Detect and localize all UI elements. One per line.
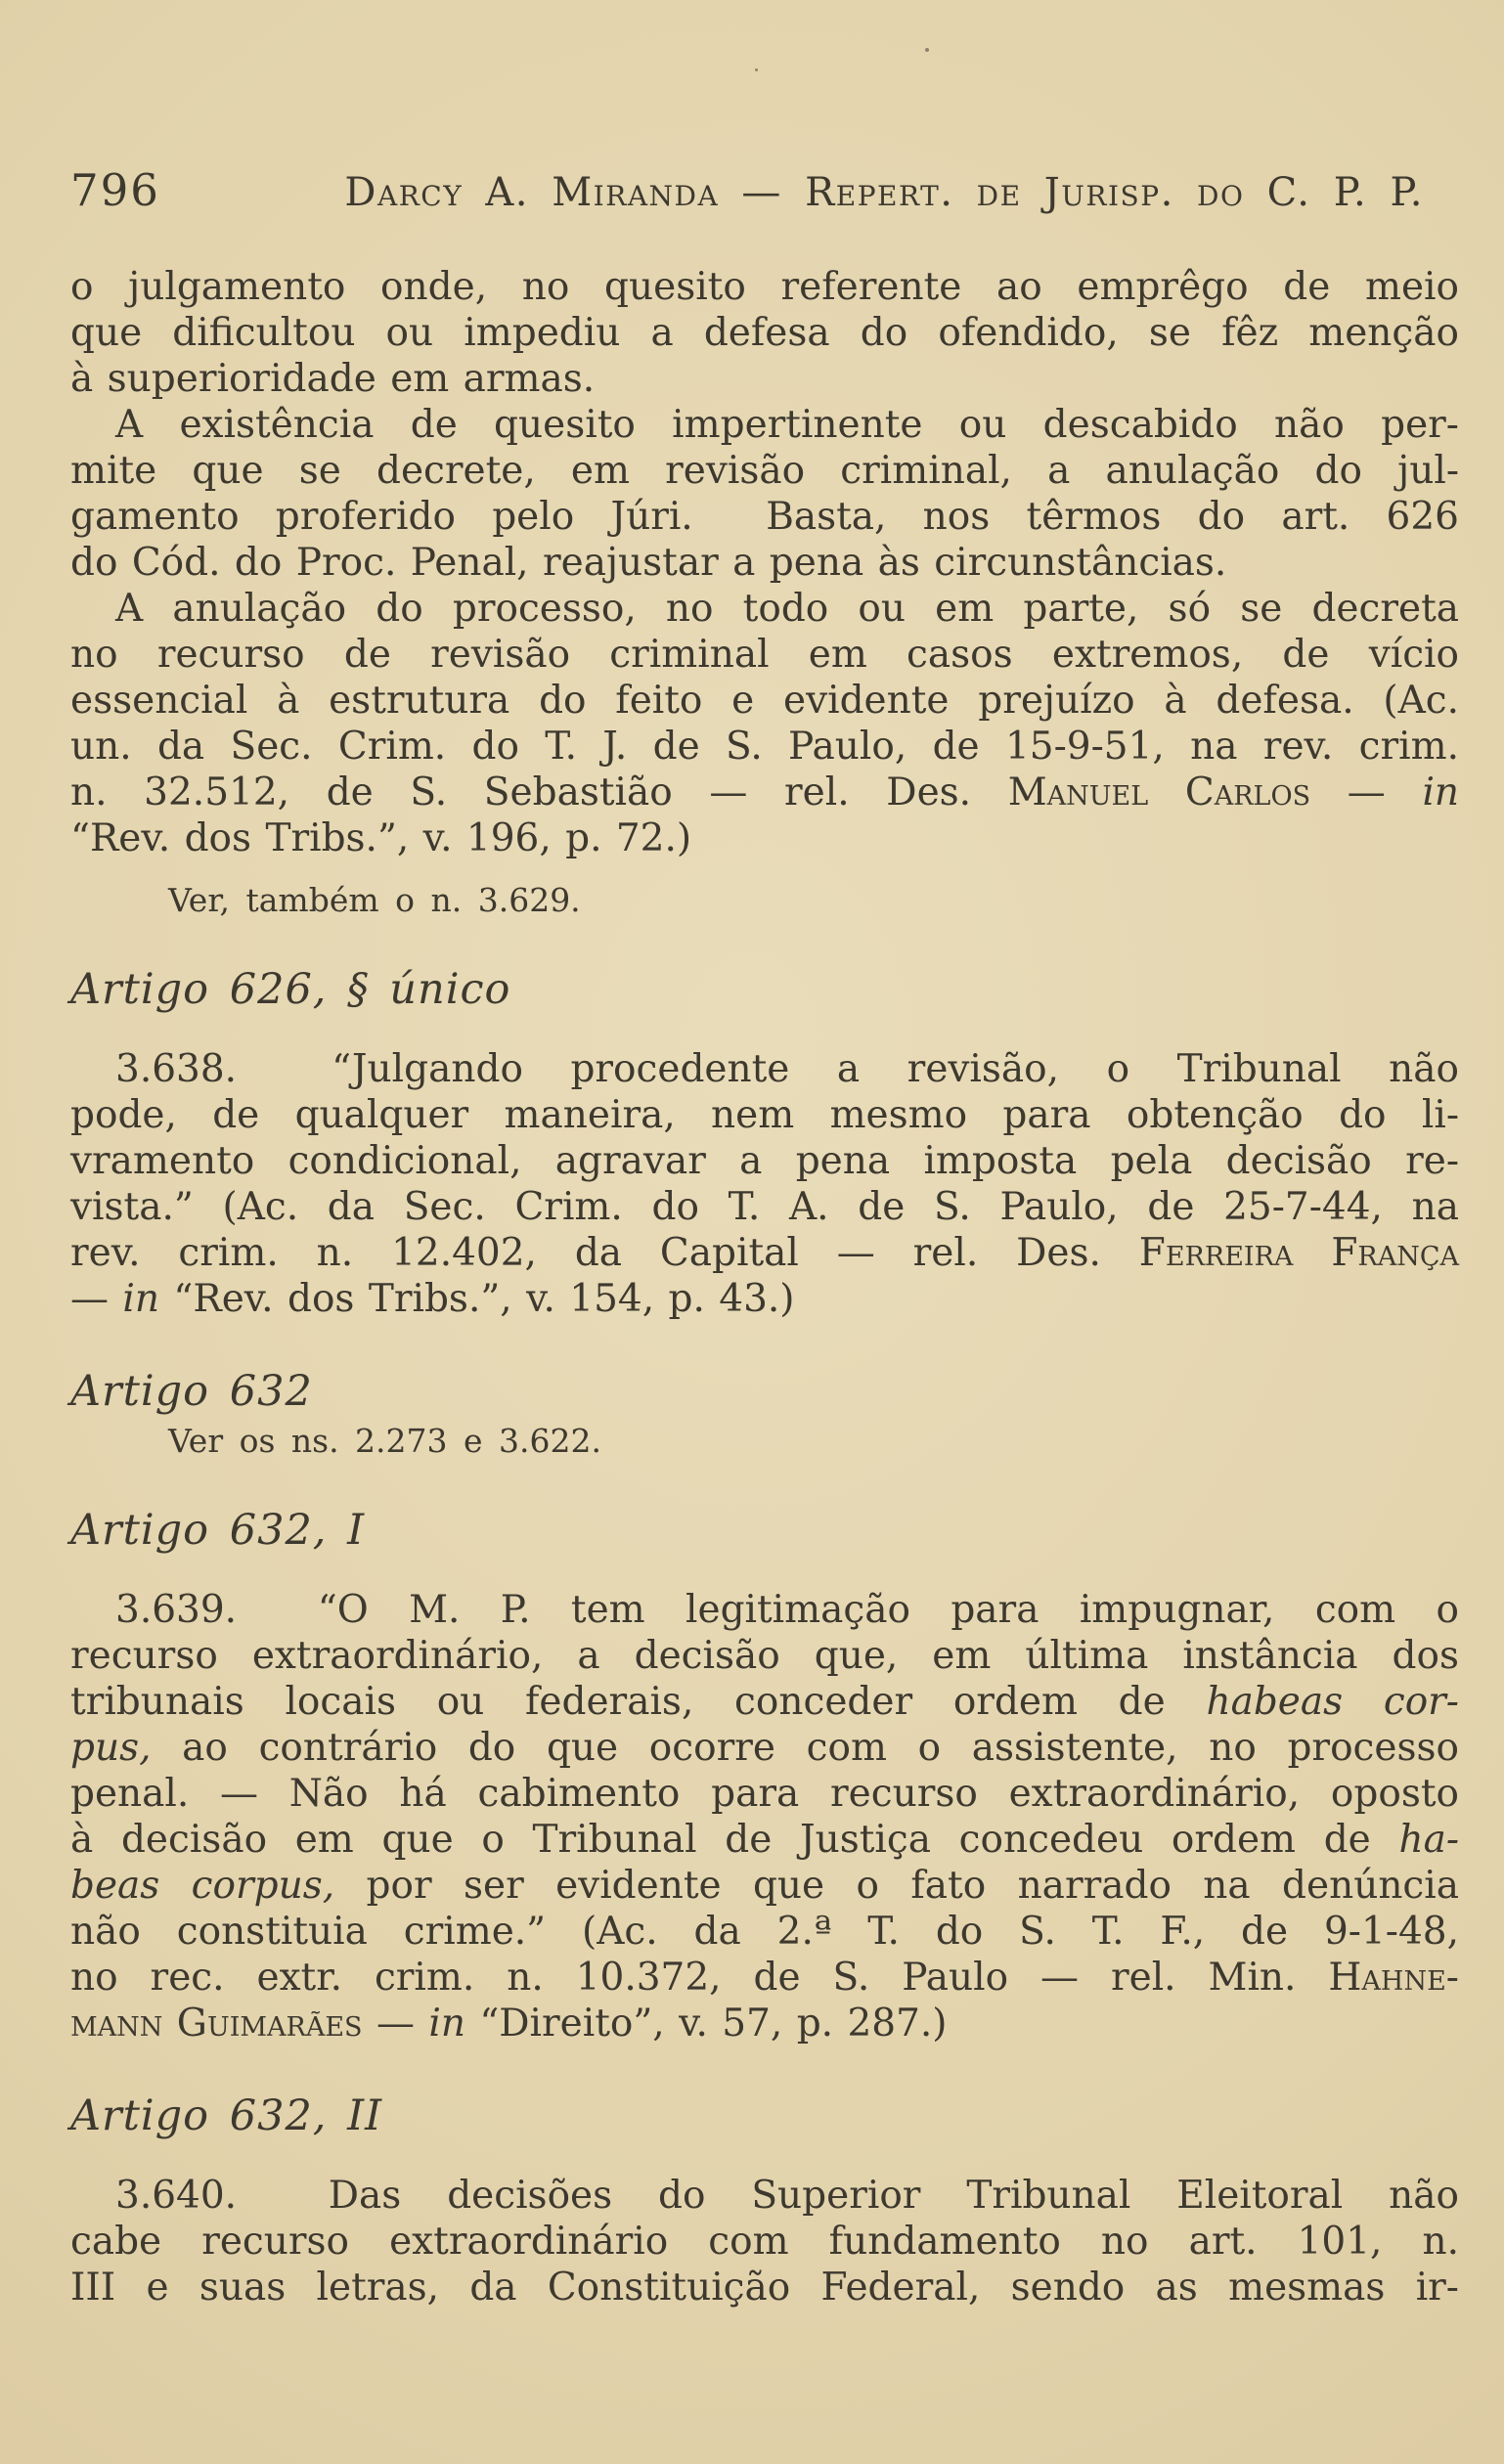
text-segment: o julgamento onde, no quesito referente ao emprêgo de meio (70, 265, 1459, 309)
text-line (70, 1184, 1459, 1230)
paragraph (70, 264, 1459, 402)
text-line (70, 632, 1459, 678)
page-content (70, 164, 1459, 2310)
text-segment: no recurso de revisão criminal em casos extremos, de vício (70, 633, 1459, 677)
article-heading: Artigo 632 (70, 1367, 313, 1416)
text-segment: à superioridade em armas. (70, 357, 596, 401)
text-line (70, 2173, 1459, 2219)
page-header (70, 164, 1459, 216)
text-segment: no rec. extr. crim. n. 10.372, de S. Paulo — rel. Min. (70, 1956, 1329, 2000)
text-line (70, 1092, 1459, 1138)
text-line (70, 1909, 1459, 1955)
scan-speck (755, 68, 758, 71)
text-line (70, 1863, 1459, 1909)
text-segment: — (1310, 770, 1423, 814)
text-segment: mite que se decrete, em revisão criminal, a anulação do jul- (70, 449, 1459, 493)
text-segment: vramento condicional, agravar a pena imposta pela decisão re- (70, 1139, 1459, 1183)
text-line (70, 310, 1459, 356)
text-line (70, 1955, 1459, 2001)
smallcaps-text: Ferreira França (1138, 1231, 1459, 1275)
text-segment: cabe recurso extraordinário com fundamento no art. 101, n. (70, 2220, 1459, 2264)
text-segment: un. da Sec. Crim. do T. J. de S. Paulo, de 15-9-51, na rev. crim. (70, 725, 1459, 769)
text-segment: que dificultou ou impediu a defesa do ofendido, se fêz menção (70, 311, 1459, 355)
text-segment: A anulação do processo, no todo ou em parte, só se decreta (115, 587, 1459, 631)
paragraph (70, 2173, 1459, 2310)
scan-speck (925, 48, 929, 52)
text-segment: recurso extraordinário, a decisão que, em última instância dos (70, 1634, 1459, 1678)
text-segment: pode, de qualquer maneira, nem mesmo para obtenção do li- (70, 1093, 1459, 1137)
italic-text: in (428, 2002, 465, 2046)
text-segment: 3.638. “Julgando procedente a revisão, o Tribunal não (115, 1047, 1459, 1091)
italic-text: pus, (70, 1726, 152, 1770)
page-body (70, 264, 1459, 2310)
text-segment: “Direito”, v. 57, p. 287.) (464, 2002, 948, 2046)
text-segment: ao contrário do que ocorre com o assistente, no processo (151, 1726, 1459, 1770)
text-segment: vista.” (Ac. da Sec. Crim. do T. A. de S. Paulo, de 25-7-44, na (70, 1185, 1459, 1229)
cross-reference-note: Ver os ns. 2.273 e 3.622. (168, 1422, 601, 1460)
smallcaps-text: Manuel Carlos (1007, 770, 1311, 814)
italic-text: in (1422, 770, 1460, 814)
text-line (70, 1276, 1459, 1322)
text-segment: tribunais locais ou federais, conceder ordem de (70, 1680, 1207, 1724)
text-line (70, 1725, 1459, 1771)
italic-text: beas corpus, (70, 1864, 335, 1908)
italic-text: habeas cor- (1206, 1680, 1459, 1724)
paragraph (70, 1046, 1459, 1322)
text-line (70, 2001, 1459, 2046)
text-line (70, 1587, 1459, 1633)
text-segment: “Rev. dos Tribs.”, v. 154, p. 43.) (159, 1277, 795, 1321)
text-line (70, 1817, 1459, 1863)
text-line (70, 1138, 1459, 1184)
text-line (70, 1771, 1459, 1817)
text-line (70, 1679, 1459, 1725)
text-line (70, 586, 1459, 632)
text-segment: “Rev. dos Tribs.”, v. 196, p. 72.) (70, 816, 692, 860)
text-segment: rev. crim. n. 12.402, da Capital — rel. Des. (70, 1231, 1139, 1275)
text-segment: A existência de quesito impertinente ou descabido não per- (115, 403, 1459, 447)
article-heading: Artigo 626, § único (70, 965, 511, 1014)
article-heading: Artigo 632, I (70, 1506, 366, 1555)
text-line (70, 1046, 1459, 1092)
smallcaps-text: Hahne- (1328, 1956, 1459, 2000)
text-segment: não constituia crime.” (Ac. da 2.ª T. do S. T. F., de 9-1-48, (70, 1910, 1459, 1954)
text-line (70, 815, 1459, 861)
text-segment: gamento proferido pelo Júri. Basta, nos têrmos do art. 626 (70, 495, 1459, 539)
text-segment: essencial à estrutura do feito e evidente prejuízo à defesa. (Ac. (70, 679, 1459, 723)
text-segment: III e suas letras, da Constituição Federal, sendo as mesmas ir- (70, 2266, 1459, 2310)
paragraph (70, 586, 1459, 861)
paragraph (70, 1587, 1459, 2046)
smallcaps-text: mann Guimarães (70, 2002, 363, 2046)
text-line (70, 264, 1459, 310)
text-line (70, 2219, 1459, 2265)
text-line (70, 1633, 1459, 1679)
text-line (70, 770, 1459, 815)
text-segment: por ser evidente que o fato narrado na denúncia (334, 1864, 1459, 1908)
text-segment: n. 32.512, de S. Sebastião — rel. Des. (70, 770, 1008, 814)
text-segment: 3.639. “O M. P. tem legitimação para impugnar, com o (115, 1588, 1459, 1632)
text-line (70, 678, 1459, 724)
text-segment: do Cód. do Proc. Penal, reajustar a pena às circunstâncias. (70, 541, 1227, 585)
text-line (70, 448, 1459, 494)
text-line (70, 494, 1459, 540)
text-segment: — (362, 2002, 429, 2046)
italic-text: in (122, 1277, 159, 1321)
cross-reference-note: Ver, também o n. 3.629. (168, 881, 581, 919)
text-segment: à decisão em que o Tribunal de Justiça concedeu ordem de (70, 1818, 1399, 1862)
text-line (70, 724, 1459, 770)
italic-text: ha- (1398, 1818, 1459, 1862)
article-heading: Artigo 632, II (70, 2091, 383, 2140)
text-line (70, 356, 1459, 402)
paragraph (70, 402, 1459, 586)
text-segment: — (70, 1277, 123, 1321)
text-segment: 3.640. Das decisões do Superior Tribunal Eleitoral não (115, 2174, 1459, 2218)
running-title: Darcy A. Miranda — Repert. de Jurisp. do C. P. P. (344, 170, 1424, 215)
text-line (70, 540, 1459, 586)
text-line (70, 402, 1459, 448)
text-segment: penal. — Não há cabimento para recurso extraordinário, oposto (70, 1772, 1459, 1816)
page-number: 796 (70, 164, 160, 216)
text-line (70, 2265, 1459, 2310)
text-line (70, 1230, 1459, 1276)
